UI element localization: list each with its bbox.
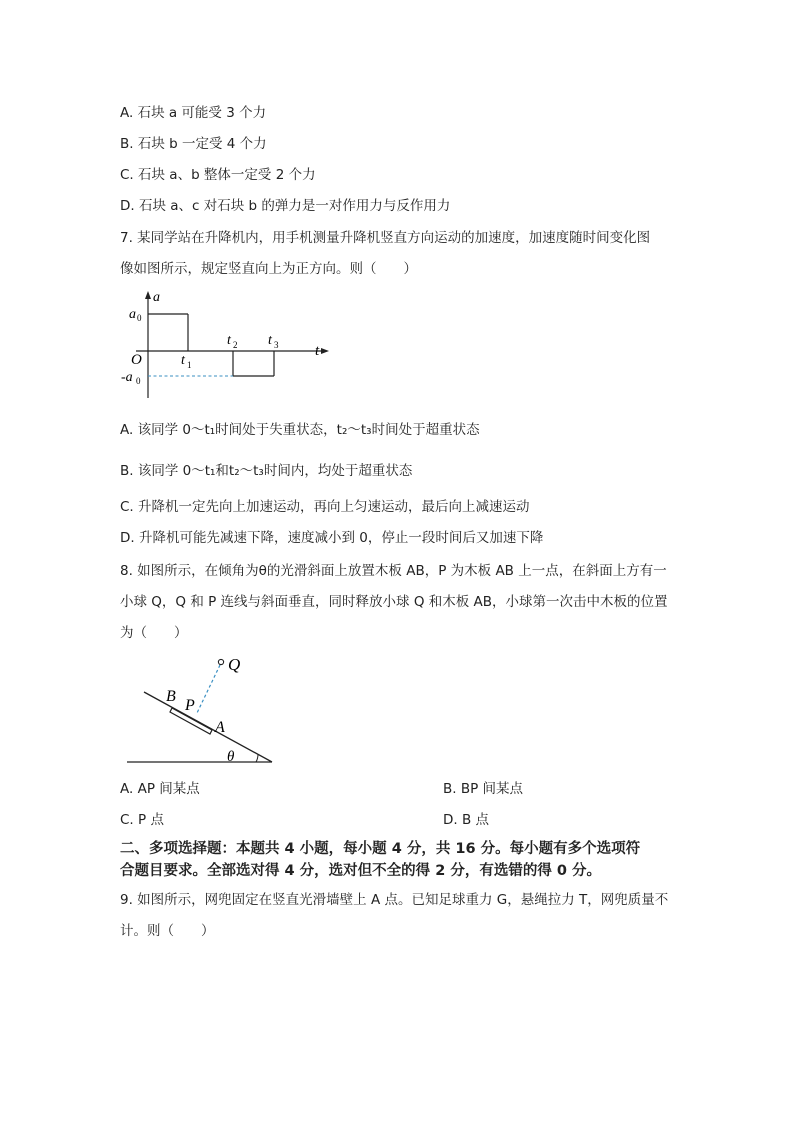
q8-stem-line3: 为（ ） (120, 625, 188, 641)
graph-label-t3-sub: 3 (274, 340, 279, 350)
q7-option-a: A. 该同学 0～t₁时间处于失重状态，t₂～t₃时间处于超重状态 (120, 422, 480, 438)
q6-option-c: C. 石块 a、b 整体一定受 2 个力 (120, 167, 316, 183)
theta-arc (256, 754, 258, 762)
graph-label-t2: t (227, 333, 231, 348)
q9-stem-line2: 计。则（ ） (120, 923, 215, 939)
section2-heading-line2: 合题目要求。全部选对得 4 分，选对但不全的得 2 分，有选错的得 0 分。 (120, 863, 602, 879)
q7-option-b: B. 该同学 0～t₁和t₂～t₃时间内，均处于超重状态 (120, 463, 413, 479)
graph-t-axis-arrow (321, 348, 329, 354)
graph-label-origin: O (131, 352, 142, 368)
q7-stem-line2: 像如图所示，规定竖直向上为正方向。则（ ） (120, 261, 417, 277)
q9-stem-line1: 9. 如图所示，网兜固定在竖直光滑墙壁上 A 点。已知足球重力 G，悬绳拉力 T，网兜质量不 (120, 892, 669, 908)
graph-label-t: t (315, 343, 320, 359)
qp-dashed-line (197, 665, 220, 713)
label-a: A (215, 719, 225, 736)
label-q: Q (228, 655, 241, 674)
graph-label-a: a (153, 290, 160, 305)
q6-option-a: A. 石块 a 可能受 3 个力 (120, 105, 267, 121)
graph-label-t2-sub: 2 (233, 340, 238, 350)
q7-stem-line1: 7. 某同学站在升降机内，用手机测量升降机竖直方向运动的加速度，加速度随时间变化图 (120, 230, 651, 246)
graph-label-neg-a0: -a (121, 370, 133, 385)
label-b: B (166, 688, 176, 705)
graph-label-t3: t (268, 333, 272, 348)
q8-stem-line2: 小球 Q，Q 和 P 连线与斜面垂直，同时释放小球 Q 和木板 AB，小球第一次击中木板的位置 (120, 594, 668, 610)
graph-label-a0: a (129, 307, 136, 322)
q6-option-d: D. 石块 a、c 对石块 b 的弹力是一对作用力与反作用力 (120, 198, 451, 214)
graph-a-axis-arrow (145, 291, 151, 299)
q7-option-c: C. 升降机一定先向上加速运动，再向上匀速运动，最后向上减速运动 (120, 499, 530, 515)
q7-acceleration-graph (118, 288, 338, 400)
ball-q (218, 659, 223, 664)
graph-label-a0-sub: 0 (137, 313, 142, 323)
q8-option-d: D. B 点 (443, 812, 490, 828)
q8-option-b: B. BP 间某点 (443, 781, 524, 797)
q8-stem-line1: 8. 如图所示，在倾角为θ的光滑斜面上放置木板 AB，P 为木板 AB 上一点，在斜面上方有一 (120, 563, 667, 579)
graph-label-t1: t (181, 353, 185, 368)
q8-option-a: A. AP 间某点 (120, 781, 200, 797)
label-p: P (185, 697, 195, 714)
q7-option-d: D. 升降机可能先减速下降，速度减小到 0，停止一段时间后又加速下降 (120, 530, 544, 546)
q6-option-b: B. 石块 b 一定受 4 个力 (120, 136, 267, 152)
q8-option-c: C. P 点 (120, 812, 164, 828)
incline-line (144, 692, 272, 762)
graph-label-neg-a0-sub: 0 (136, 376, 141, 386)
label-theta: θ (227, 749, 235, 765)
q8-incline-figure (120, 650, 280, 770)
section2-heading-line1: 二、多项选择题：本题共 4 小题，每小题 4 分，共 16 分。每小题有多个选项符 (120, 841, 641, 857)
graph-label-t1-sub: 1 (187, 360, 192, 370)
